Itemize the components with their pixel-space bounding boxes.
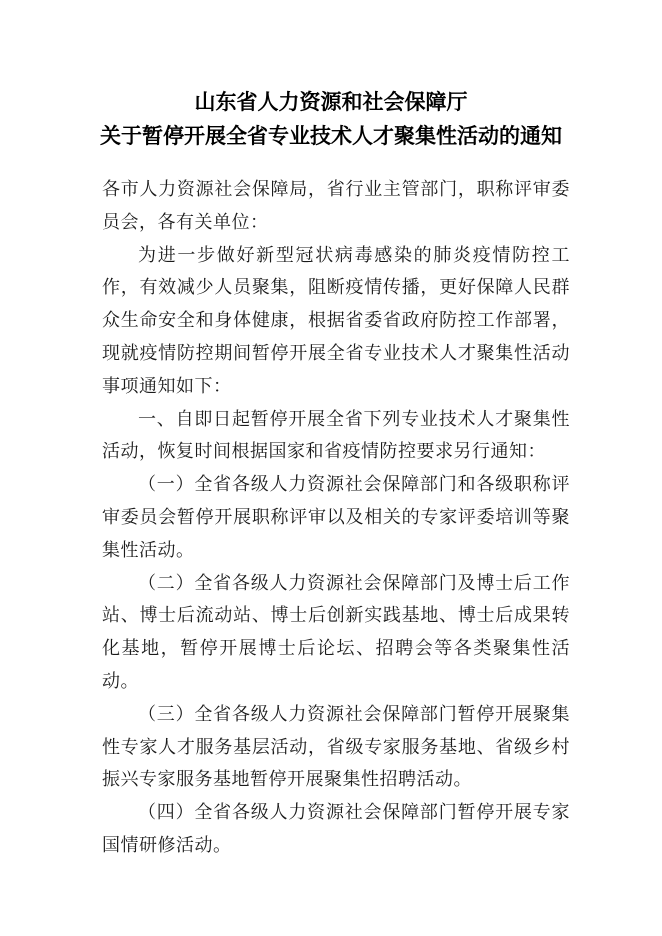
document-body (102, 174, 570, 863)
document-title-subject: 关于暂停开展全省专业技术人才聚集性活动的通知 (100, 124, 562, 148)
paragraph-item-4: （四）全省各级人力资源社会保障部门暂停开展专家国情研修活动。 (102, 802, 570, 856)
document-title-issuer: 山东省人力资源和社会保障厅 (194, 90, 468, 114)
paragraph-intro: 为进一步做好新型冠状病毒感染的肺炎疫情防控工作，有效减少人员聚集，阻断疫情传播，更好保障人民群众生命安全和身体健康，根据省委省政府防控工作部署，现就疫情防控期间暂停开展全省专业技术人才聚集性活动事项通知如下： (102, 244, 570, 397)
paragraph-section-1: 一、自即日起暂停开展全省下列专业技术人才聚集性活动，恢复时间根据国家和省疫情防控要求另行通知： (102, 408, 570, 463)
paragraph-item-3: （三）全省各级人力资源社会保障部门暂停开展聚集性专家人才服务基层活动，省级专家服务基地、省级乡村振兴专家服务基地暂停开展聚集性招聘活动。 (102, 703, 570, 791)
paragraph-item-2: （二）全省各级人力资源社会保障部门及博士后工作站、博士后流动站、博士后创新实践基地、博士后成果转化基地，暂停开展博士后论坛、招聘会等各类聚集性活动。 (102, 572, 570, 692)
paragraph-item-1: （一）全省各级人力资源社会保障部门和各级职称评审委员会暂停开展职称评审以及相关的专家评委培训等聚集性活动。 (102, 474, 570, 561)
addressee: 各市人力资源社会保障局，省行业主管部门，职称评审委员会，各有关单位： (102, 179, 570, 233)
